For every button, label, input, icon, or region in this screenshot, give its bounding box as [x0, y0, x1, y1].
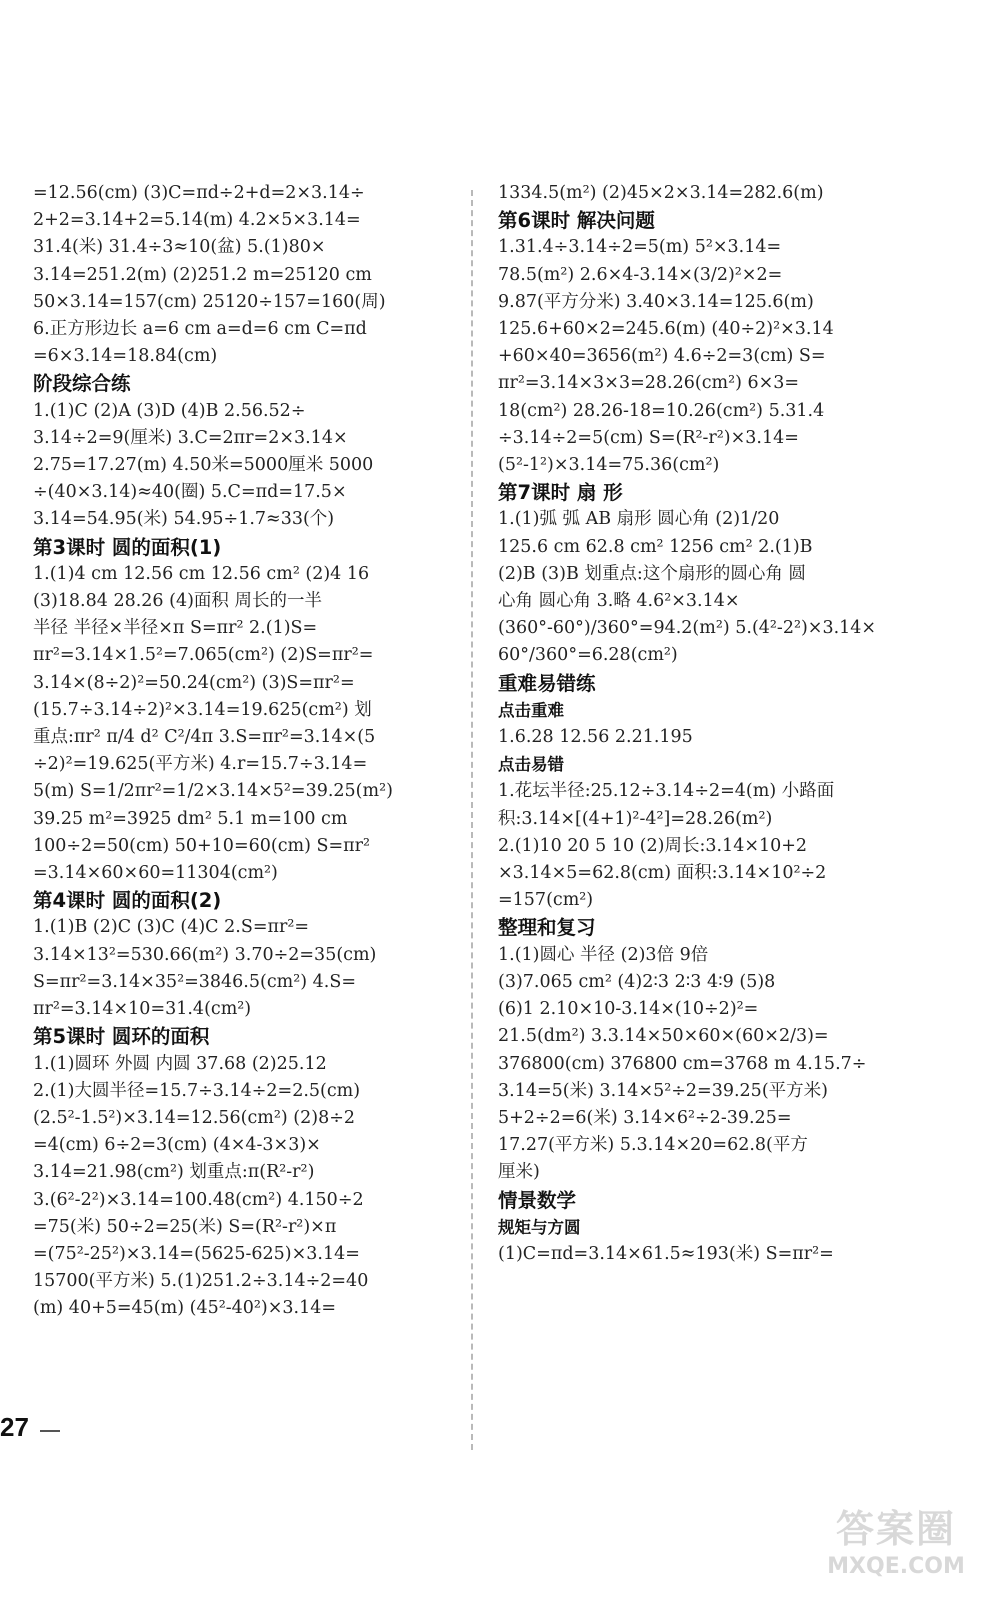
- right-answer-line: 1.花坛半径:25.12÷3.14÷2=4(m) 小路面: [498, 781, 835, 802]
- right-answer-line: πr²=3.14×3×3=28.26(cm²) 6×3=: [498, 373, 800, 394]
- right-answer-line: 9.87(平方分米) 3.40×3.14=125.6(m): [498, 291, 814, 312]
- right-answer-line: 1.6.28 12.56 2.21.195: [498, 727, 693, 748]
- column-divider: [471, 190, 473, 1450]
- left-answer-line: =(75²-25²)×3.14=(5625-625)×3.14=: [33, 1243, 360, 1264]
- right-answer-line: (1)C=πd=3.14×61.5≈193(米) S=πr²=: [498, 1243, 834, 1264]
- left-answer-line: 3.14÷2=9(厘米) 3.C=2πr=2×3.14×: [33, 427, 348, 448]
- left-answer-line: 2.(1)大圆半径=15.7÷3.14÷2=2.5(cm): [33, 1080, 361, 1101]
- left-answer-line: =4(cm) 6÷2=3(cm) (4×4-3×3)×: [33, 1135, 321, 1156]
- left-answer-line: =75(米) 50÷2=25(米) S=(R²-r²)×π: [33, 1216, 337, 1237]
- left-answer-line: ÷2)²=19.625(平方米) 4.r=15.7÷3.14=: [33, 754, 368, 775]
- right-answer-line: 5+2÷2=6(米) 3.14×6²÷2-39.25=: [498, 1107, 792, 1128]
- left-answer-line: 重点:πr² π/4 d² C²/4π 3.S=πr²=3.14×(5: [33, 727, 376, 748]
- right-answer-line: (360°-60°)/360°=94.2(m²) 5.(4²-2²)×3.14×: [498, 618, 877, 639]
- left-answer-line: 1.(1)圆环 外圆 内圆 37.68 (2)25.12: [33, 1053, 327, 1074]
- left-answer-line: 5(m) S=1/2πr²=1/2×3.14×5²=39.25(m²): [33, 781, 393, 802]
- left-answer-line: 2.75=17.27(m) 4.50米=5000厘米 5000: [33, 455, 374, 476]
- watermark-text: 答案圈: [835, 1507, 956, 1551]
- left-answer-line: (15.7÷3.14÷2)²×3.14=19.625(cm²) 划: [33, 699, 372, 720]
- left-answer-line: =12.56(cm) (3)C=πd÷2+d=2×3.14÷: [33, 183, 365, 203]
- left-answer-line: 3.14=54.95(米) 54.95÷1.7≈33(个): [33, 509, 335, 530]
- left-answer-line: 39.25 m²=3925 dm² 5.1 m=100 cm: [33, 808, 348, 829]
- left-answer-line: 3.14=251.2(m) (2)251.2 m=25120 cm: [33, 264, 372, 285]
- right-column: [498, 180, 918, 1268]
- left-answer-line: (3)18.84 28.26 (4)面积 周长的一半: [33, 591, 322, 612]
- left-answer-line: 100÷2=50(cm) 50+10=60(cm) S=πr²: [33, 835, 371, 856]
- right-answer-line: 376800(cm) 376800 cm=3768 m 4.15.7÷: [498, 1053, 867, 1074]
- right-answer-line: 60°/360°=6.28(cm²): [498, 645, 678, 666]
- right-answer-line: 1.(1)圆心 半径 (2)3倍 9倍: [498, 944, 709, 965]
- page-number-rule: [40, 1430, 60, 1432]
- right-answer-line: 21.5(dm²) 3.3.14×50×60×(60×2/3)=: [498, 1026, 829, 1047]
- right-answer-line: (3)7.065 cm² (4)2∶3 2∶3 4∶9 (5)8: [498, 971, 776, 992]
- right-answer-line: 积:3.14×[(4+1)²-4²]=28.26(m²): [498, 808, 773, 829]
- right-answer-line: 3.14=5(米) 3.14×5²÷2=39.25(平方米): [498, 1080, 828, 1101]
- right-answer-line: ÷3.14÷2=5(cm) S=(R²-r²)×3.14=: [498, 427, 799, 448]
- right-answer-line: 1.(1)弧 弧 AB 扇形 圆心角 (2)1/20: [498, 509, 780, 530]
- left-answer-line: 50×3.14=157(cm) 25120÷157=160(周): [33, 291, 386, 312]
- right-answer-line: 心角 圆心角 3.略 4.6²×3.14×: [498, 591, 740, 612]
- right-section-heading: 情景数学: [498, 1188, 577, 1212]
- left-answer-line: 2+2=3.14+2=5.14(m) 4.2×5×3.14=: [33, 210, 361, 231]
- left-answer-line: =3.14×60×60=11304(cm²): [33, 863, 278, 884]
- right-answer-line: 18(cm²) 28.26-18=10.26(cm²) 5.31.4: [498, 400, 825, 421]
- left-answer-line: 1.(1)B (2)C (3)C (4)C 2.S=πr²=: [33, 917, 310, 938]
- left-answer-line: 3.14×(8÷2)²=50.24(cm²) (3)S=πr²=: [33, 672, 355, 693]
- right-answer-line: (5²-1²)×3.14=75.36(cm²): [498, 455, 720, 476]
- watermark-logo: [812, 1506, 980, 1592]
- right-answer-line: 78.5(m²) 2.6×4-3.14×(3/2)²×2=: [498, 264, 783, 285]
- left-section-heading: 第5课时 圆环的面积: [33, 1025, 210, 1049]
- left-answer-line: (2.5²-1.5²)×3.14=12.56(cm²) (2)8÷2: [33, 1107, 355, 1128]
- left-answer-line: 6.正方形边长 a=6 cm a=d=6 cm C=πd: [33, 319, 367, 340]
- left-answer-line: 1.(1)C (2)A (3)D (4)B 2.56.52÷: [33, 400, 306, 421]
- left-answer-line: ÷(40×3.14)≈40(圈) 5.C=πd=17.5×: [33, 482, 347, 503]
- left-answer-line: (m) 40+5=45(m) (45²-40²)×3.14=: [33, 1298, 337, 1319]
- watermark-url: MXQE.COM: [827, 1554, 965, 1579]
- left-answer-line: 3.14×13²=530.66(m²) 3.70÷2=35(cm): [33, 944, 377, 965]
- left-column: [33, 180, 473, 1323]
- right-answer-line: 厘米): [498, 1162, 540, 1183]
- right-answer-line: 125.6+60×2=245.6(m) (40÷2)²×3.14: [498, 319, 834, 340]
- left-section-heading: 阶段综合练: [33, 372, 131, 396]
- left-section-heading: 第3课时 圆的面积(1): [33, 535, 222, 559]
- left-answer-line: 1.(1)4 cm 12.56 cm 12.56 cm² (2)4 16: [33, 563, 370, 584]
- left-section-heading: 第4课时 圆的面积(2): [33, 889, 222, 913]
- right-section-heading: 重难易错练: [498, 671, 596, 695]
- left-answer-line: 3.(6²-2²)×3.14=100.48(cm²) 4.150÷2: [33, 1189, 364, 1210]
- right-answer-line: 2.(1)10 20 5 10 (2)周长:3.14×10+2: [498, 835, 808, 856]
- right-answer-line: ×3.14×5=62.8(cm) 面积:3.14×10²÷2: [498, 863, 827, 884]
- right-answer-line: +60×40=3656(m²) 4.6÷2=3(cm) S=: [498, 346, 826, 367]
- left-answer-line: S=πr²=3.14×35²=3846.5(cm²) 4.S=: [33, 971, 356, 992]
- left-answer-line: πr²=3.14×10=31.4(cm²): [33, 999, 252, 1020]
- left-answer-line: 31.4(米) 31.4÷3≈10(盆) 5.(1)80×: [33, 237, 326, 258]
- right-section-heading: 点击易错: [498, 755, 564, 775]
- right-section-heading: 点击重难: [498, 700, 564, 720]
- right-answer-line: 1.31.4÷3.14÷2=5(m) 5²×3.14=: [498, 237, 782, 258]
- right-answer-line: (2)B (3)B 划重点:这个扇形的圆心角 圆: [498, 563, 806, 584]
- right-answer-line: 1334.5(m²) (2)45×2×3.14=282.6(m): [498, 183, 824, 203]
- left-answer-line: 半径 半径×半径×π S=πr² 2.(1)S=: [33, 618, 318, 639]
- right-answer-line: =157(cm²): [498, 890, 594, 911]
- left-answer-line: 15700(平方米) 5.(1)251.2÷3.14÷2=40: [33, 1271, 369, 1292]
- left-answer-line: =6×3.14=18.84(cm): [33, 346, 218, 367]
- right-answer-line: (6)1 2.10×10-3.14×(10÷2)²=: [498, 999, 759, 1020]
- right-answer-line: 125.6 cm 62.8 cm² 1256 cm² 2.(1)B: [498, 536, 813, 557]
- left-answer-line: 3.14=21.98(cm²) 划重点:π(R²-r²): [33, 1162, 315, 1183]
- right-section-heading: 第6课时 解决问题: [498, 209, 655, 233]
- page-number: 27: [0, 1412, 29, 1442]
- right-answer-line: 17.27(平方米) 5.3.14×20=62.8(平方: [498, 1135, 808, 1156]
- right-section-heading: 整理和复习: [498, 916, 596, 940]
- right-section-heading: 规矩与方圆: [498, 1217, 581, 1237]
- left-answer-line: πr²=3.14×1.5²=7.065(cm²) (2)S=πr²=: [33, 645, 374, 666]
- right-section-heading: 第7课时 扇 形: [498, 481, 623, 505]
